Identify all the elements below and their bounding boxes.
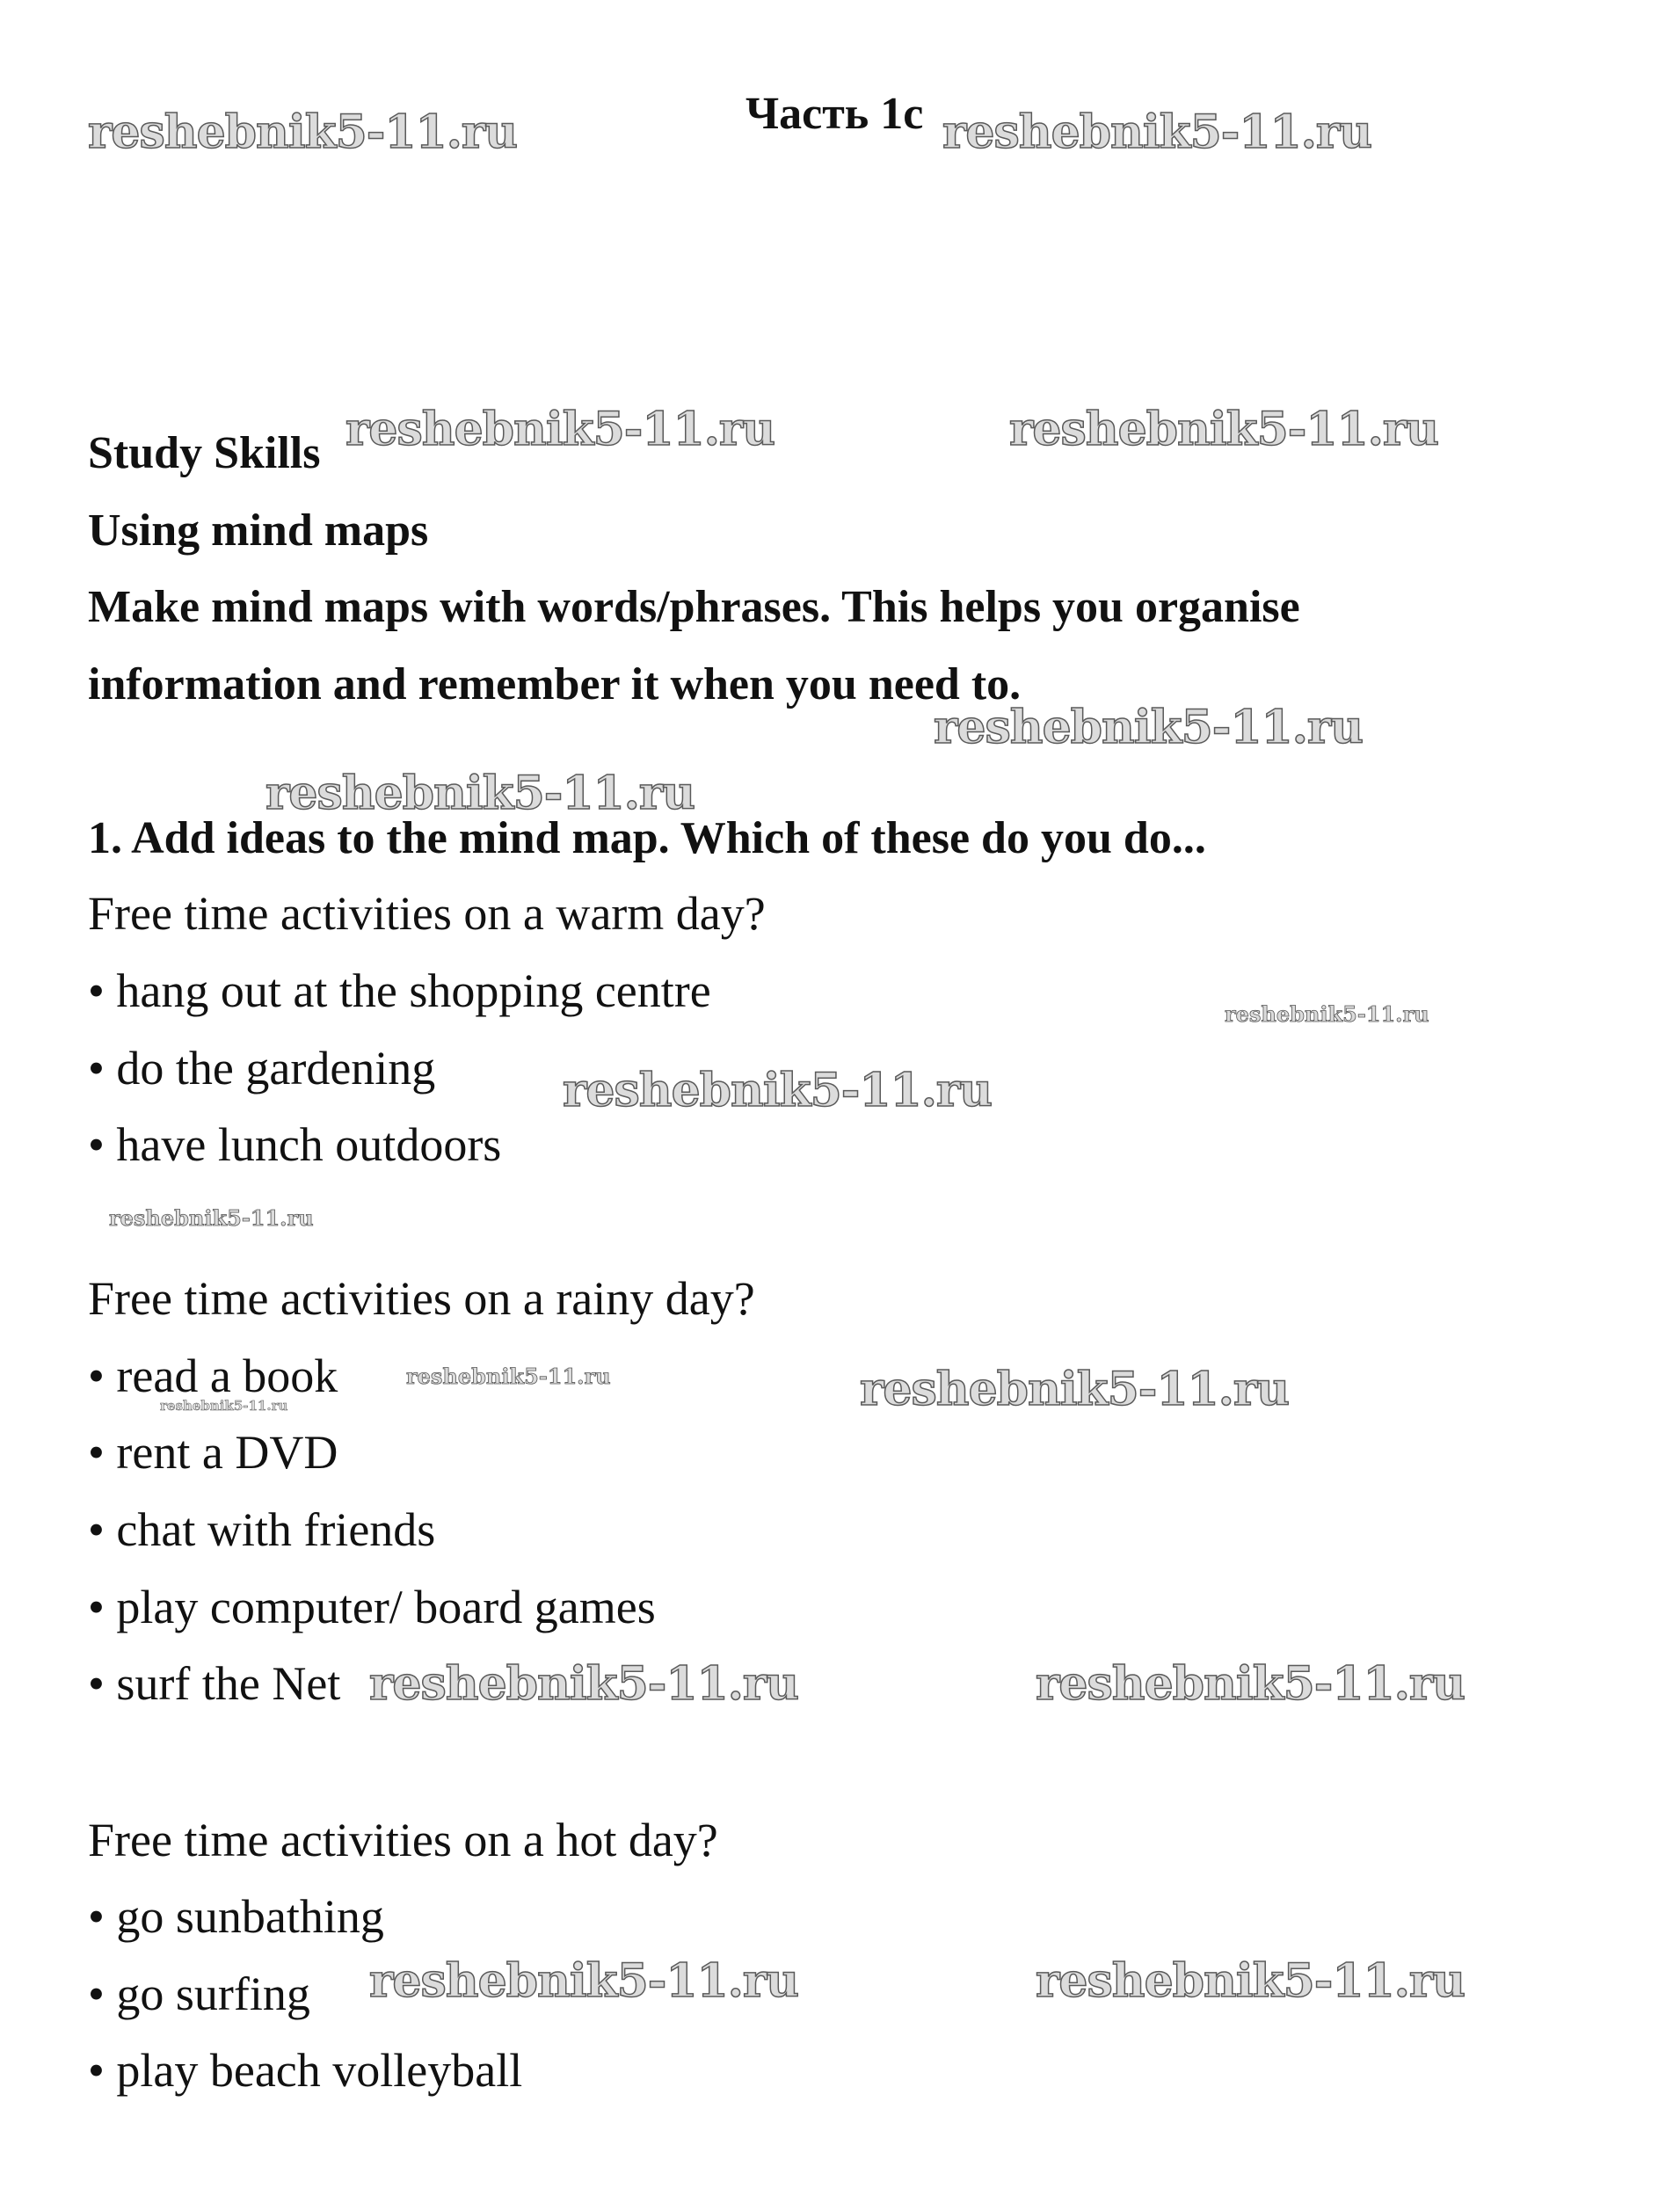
list-item: • play computer/ board games (88, 1581, 656, 1633)
list-item: • chat with friends (88, 1503, 436, 1556)
watermark: reshebnik5-11.ru (1036, 1954, 1465, 2008)
study-skills-subtitle: Using mind maps (88, 505, 429, 556)
watermark: reshebnik5-11.ru (934, 701, 1364, 754)
watermark: reshebnik5-11.ru (1225, 1001, 1429, 1027)
watermark: reshebnik5-11.ru (109, 1205, 314, 1231)
watermark: reshebnik5-11.ru (160, 1398, 288, 1414)
list-item: • surf the Net (88, 1657, 341, 1710)
list-item: • rent a DVD (88, 1426, 338, 1479)
list-item: • do the gardening (88, 1042, 436, 1095)
list-item: • hang out at the shopping centre (88, 964, 711, 1017)
watermark: reshebnik5-11.ru (860, 1363, 1290, 1416)
watermark: reshebnik5-11.ru (1009, 403, 1439, 456)
watermark: reshebnik5-11.ru (1036, 1657, 1465, 1711)
list-item: • have lunch outdoors (88, 1118, 502, 1171)
list-item: • go sunbathing (88, 1890, 384, 1943)
instruction-line-1: Make mind maps with words/phrases. This helps you organise (88, 582, 1300, 632)
group-warm-question: Free time activities on a warm day? (88, 887, 766, 940)
list-item: • play beach volleyball (88, 2044, 523, 2097)
watermark: reshebnik5-11.ru (406, 1364, 611, 1389)
instruction-line-2: information and remember it when you need to. (88, 659, 1022, 709)
watermark: reshebnik5-11.ru (369, 1657, 799, 1711)
list-item: • read a book (88, 1349, 338, 1402)
watermark: reshebnik5-11.ru (345, 403, 775, 456)
group-hot-question: Free time activities on a hot day? (88, 1814, 718, 1866)
watermark: reshebnik5-11.ru (942, 105, 1372, 159)
part-title: Часть 1с (745, 89, 924, 139)
watermark: reshebnik5-11.ru (369, 1954, 799, 2008)
watermark: reshebnik5-11.ru (88, 105, 518, 159)
watermark: reshebnik5-11.ru (563, 1064, 993, 1117)
group-rainy-question: Free time activities on a rainy day? (88, 1272, 755, 1325)
study-skills-title: Study Skills (88, 428, 321, 478)
watermark: reshebnik5-11.ru (265, 767, 695, 820)
exercise-prompt: 1. Add ideas to the mind map. Which of these do you do... (88, 813, 1206, 863)
list-item: • go surfing (88, 1967, 310, 2020)
